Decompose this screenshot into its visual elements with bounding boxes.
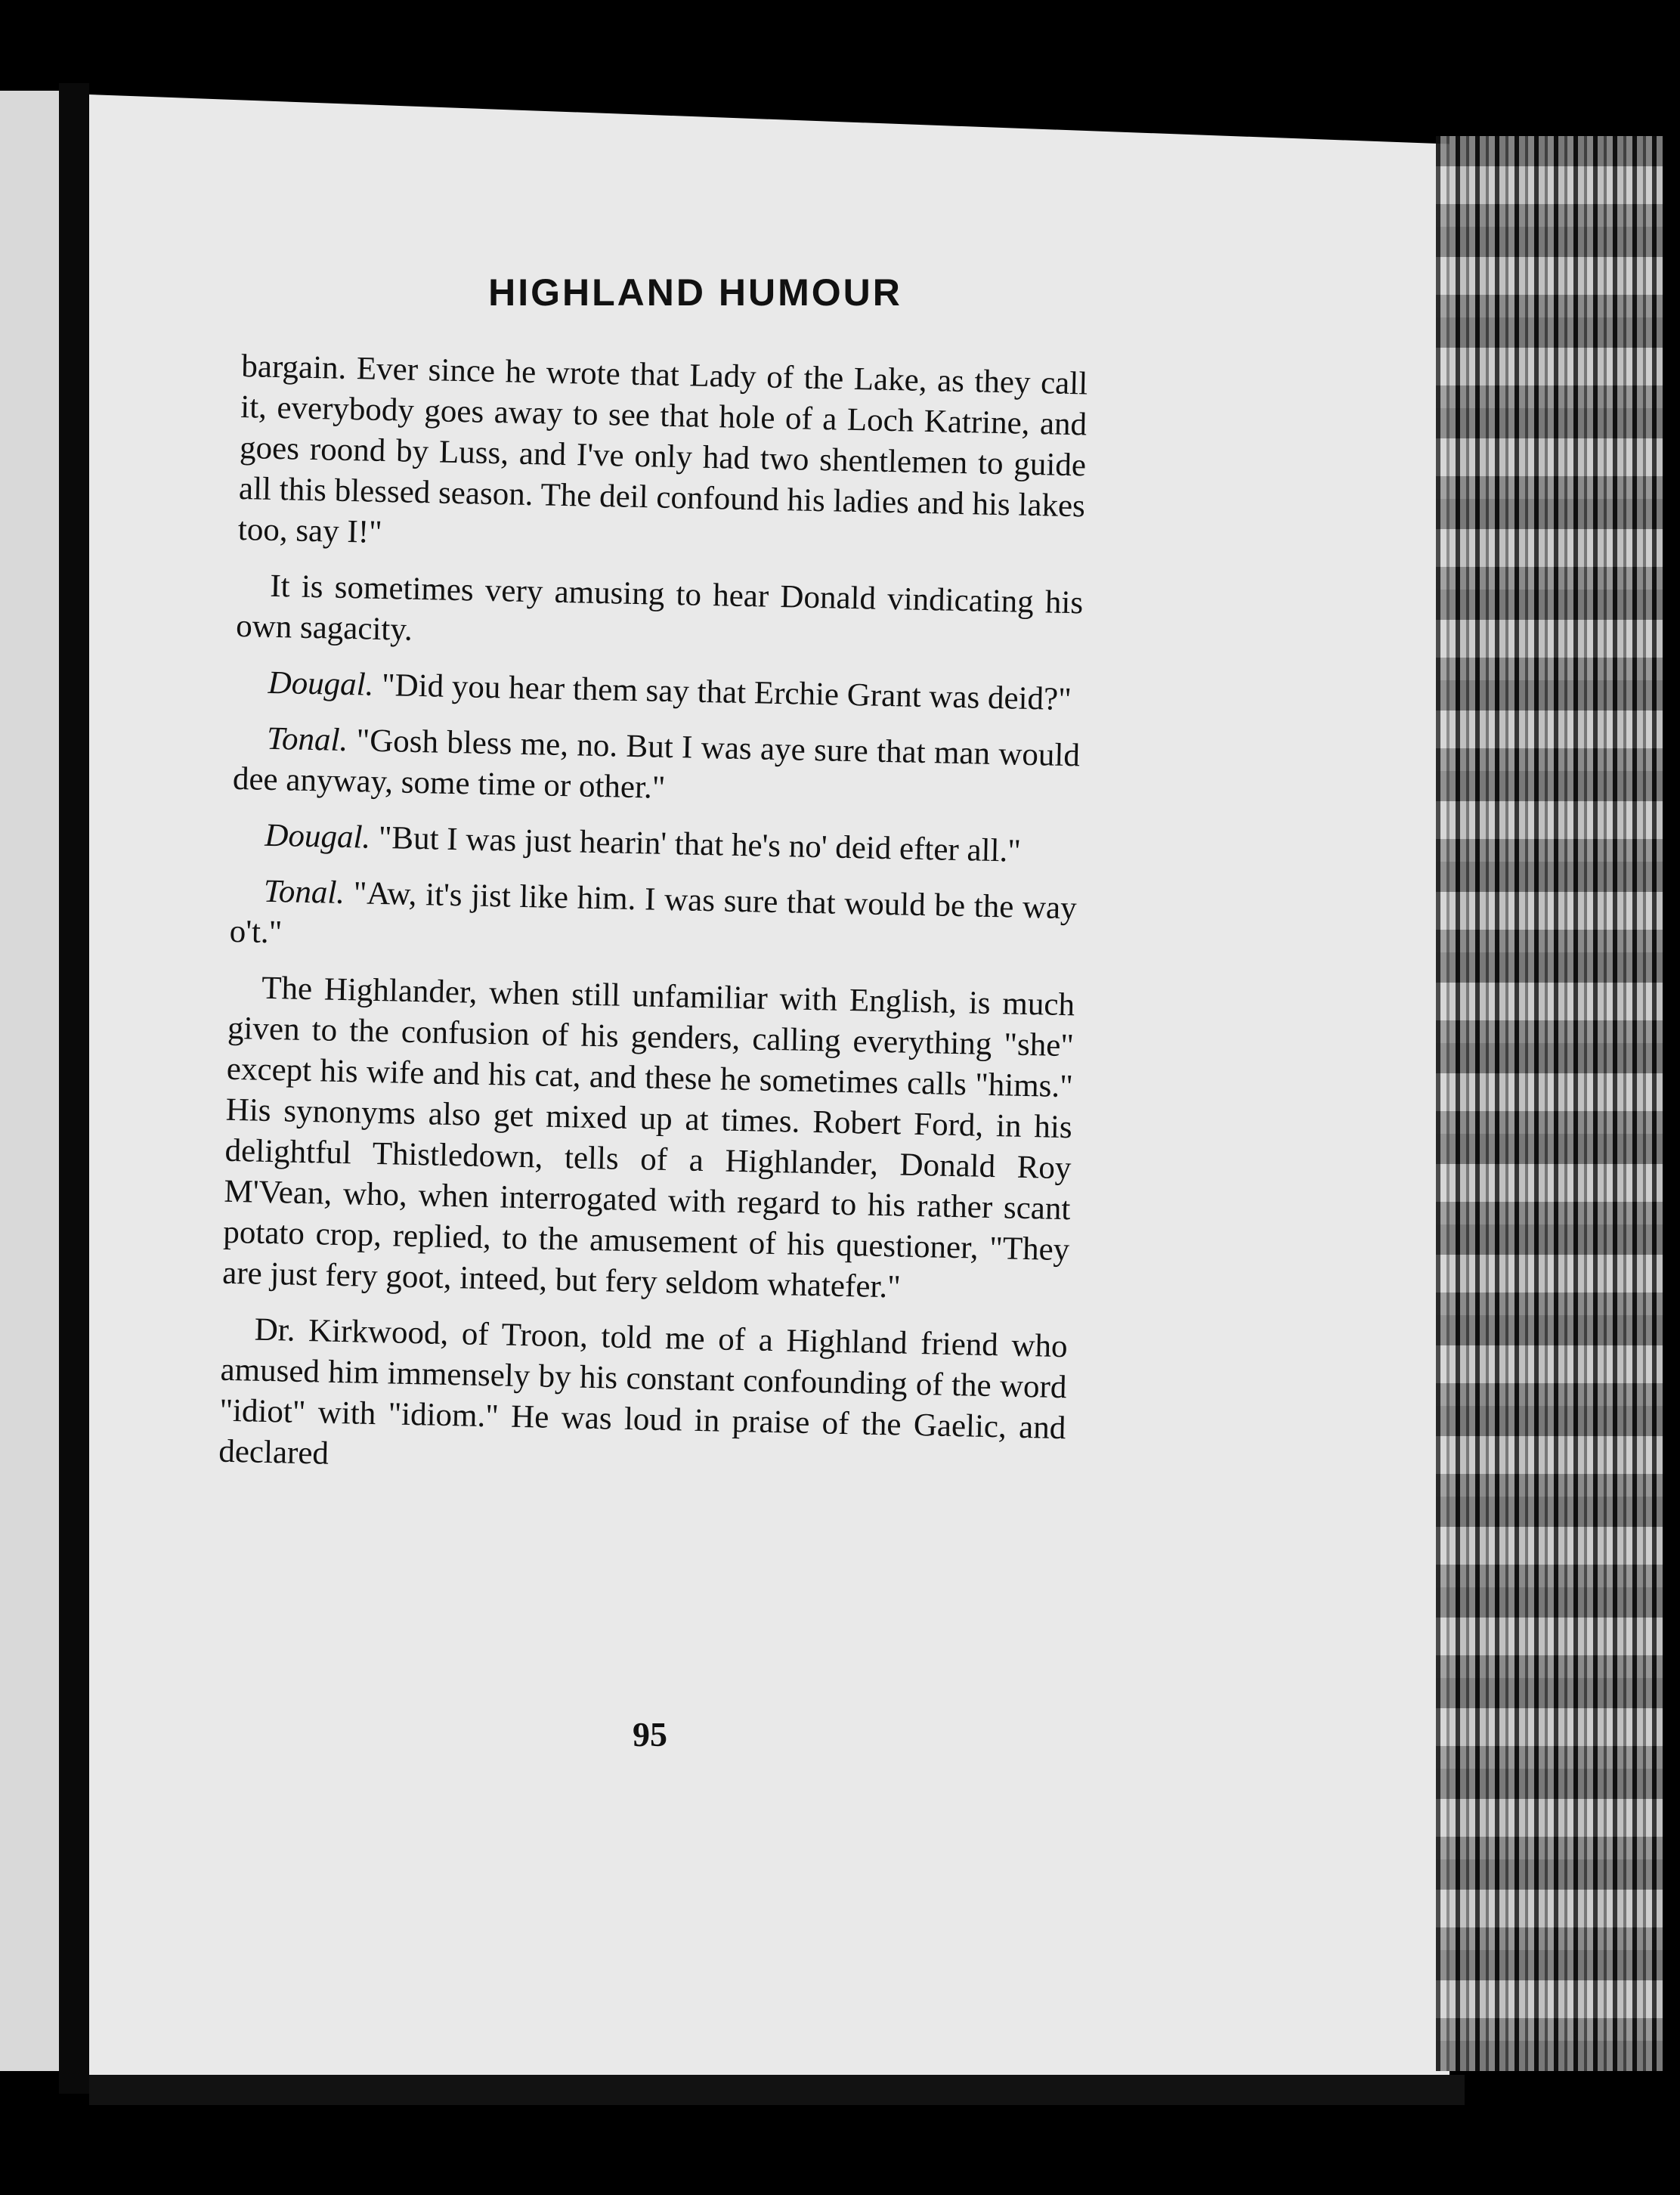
dialogue-text: "Aw, it's jist like him. I was sure that would be the way o't." [229, 875, 1078, 951]
body-text [218, 346, 1088, 1490]
page-number: 95 [633, 1715, 667, 1754]
speaker-name: Tonal. [266, 720, 348, 759]
book-gutter [59, 83, 89, 2094]
paragraph-idiom: Dr. Kirkwood, of Troon, told me of a Highland friend who amused him immensely by his constant confounding of the word "idiot" with "idiom." He was loud in praise of the Gaelic, and declared [218, 1311, 1069, 1472]
dialogue-text: "Gosh bless me, no. But I was aye sure that man would dee anyway, some time or other." [232, 723, 1081, 806]
page-block-edge [1436, 136, 1663, 2071]
speaker-name: Dougal. [264, 817, 371, 856]
page-bottom-edge [89, 2075, 1465, 2105]
speaker-name: Tonal. [263, 873, 345, 912]
dialogue-text: "But I was just hearin' that he's no' deid efter all." [378, 819, 1022, 869]
paragraph-continued: bargain. Ever since he wrote that Lady of the Lake, as they call it, everybody goes away to see that hole of a Loch Katrine, and goes roond by Luss, and I've only had two shentlemen to guide all this blessed season. The deil confound his ladies and his lakes too, say I!" [237, 348, 1088, 550]
facing-page-edge [0, 91, 59, 2071]
dialogue-text: "Did you hear them say that Erchie Grant was deid?" [381, 667, 1072, 718]
running-header: HIGHLAND HUMOUR [488, 271, 902, 314]
paragraph-genders: The Highlander, when still unfamiliar with English, is much given to the confusion of his genders, calling everything "she" except his wife and his cat, and these he sometimes calls "hims." His synonyms also get mixed up at times. Robert Ford, in his delightful Thistledown, tells of a Highlander, Donald Roy M'Vean, who, when interrogated with regard to his rather scant potato crop, replied, to the amusement of his questioner, "They are just fery goot, inteed, but fery seldom whatefer." [221, 970, 1075, 1305]
speaker-name: Dougal. [268, 664, 374, 703]
paragraph-sagacity: It is sometimes very amusing to hear Donald vindicating his own sagacity. [235, 568, 1084, 648]
